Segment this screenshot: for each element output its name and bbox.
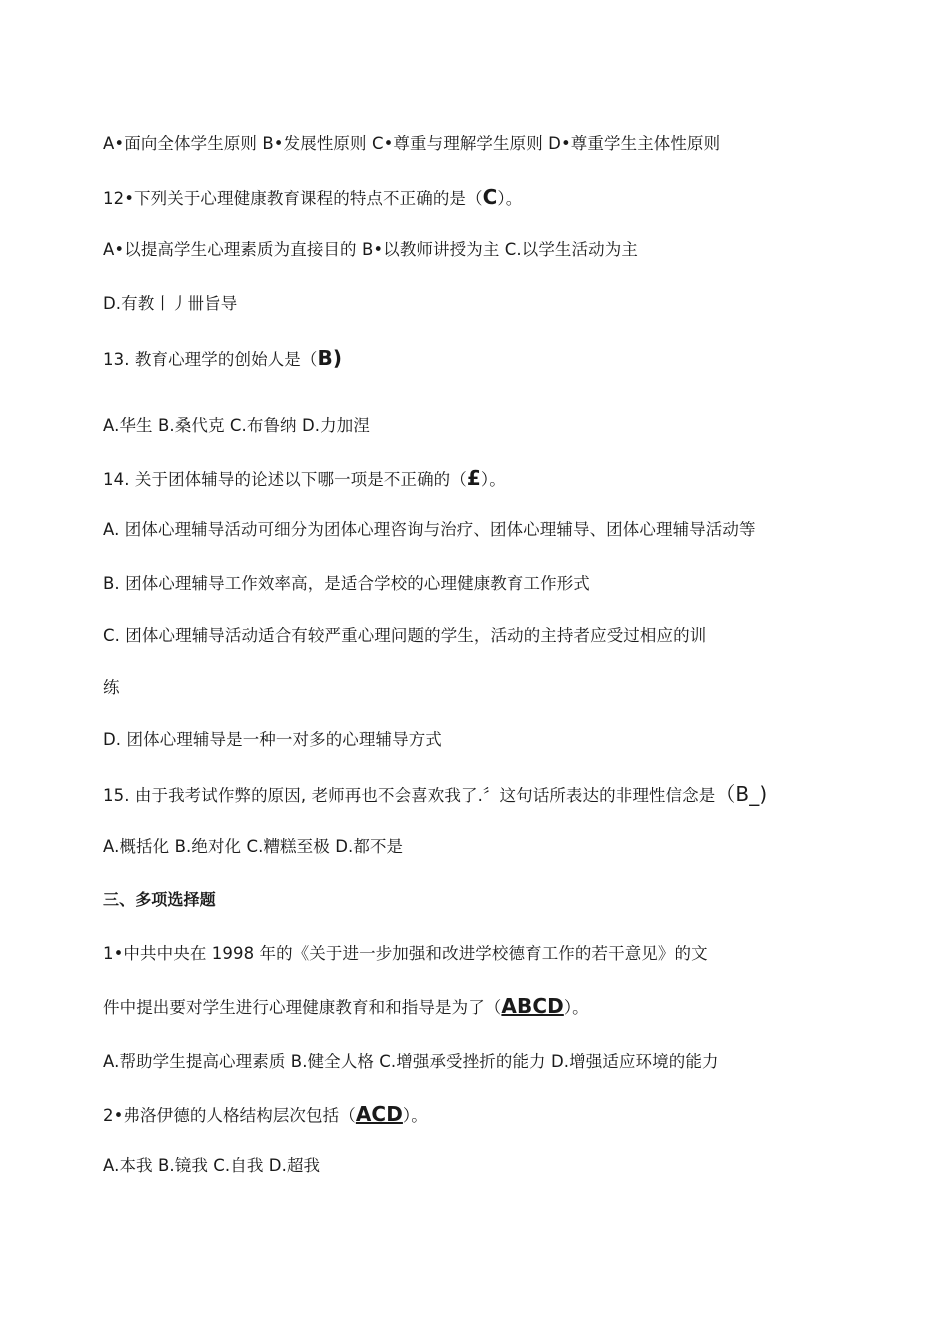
question-text: 15. 由于我考试作弊的原因, 老师再也不会喜欢我了.〞这句话所表达的非理性信念是 (103, 786, 716, 805)
question-text-end: ）。 (563, 998, 589, 1017)
m1-options (103, 1050, 719, 1074)
q13-options (103, 414, 370, 438)
m2-question (103, 1102, 428, 1128)
answer-mark: £ (466, 466, 481, 490)
q15-options (103, 835, 403, 859)
option-text: A.本我 B.镜我 C.自我 D.超我 (103, 1156, 321, 1175)
q14-question (103, 466, 506, 492)
q12-options-line2 (103, 292, 237, 316)
m1-question-line1 (103, 942, 708, 966)
q14-option-b (103, 572, 590, 596)
option-text: A.帮助学生提高心理素质 B.健全人格 C.增强承受挫折的能力 D.增强适应环境的能力 (103, 1052, 719, 1071)
option-text: C. 团体心理辅导活动适合有较严重心理问题的学生，活动的主持者应受过相应的训 (103, 626, 707, 645)
option-text: A•面向全体学生原则 B•发展性原则 C•尊重与理解学生原则 D•尊重学生主体性原则 (103, 134, 721, 153)
option-text: D.有教丨丿卌旨导 (103, 294, 238, 313)
option-text: A•以提高学生心理素质为直接目的 B•以教师讲授为主 C.以学生活动为主 (103, 240, 638, 259)
answer-mark: ACD (355, 1102, 403, 1126)
m2-options (103, 1154, 320, 1178)
question-text-end: ）。 (497, 189, 523, 208)
question-text: 13. 教育心理学的创始人是（ (103, 350, 318, 369)
question-text: 2•弗洛伊德的人格结构层次包括（ (103, 1106, 356, 1125)
section-title: 三、多项选择题 (103, 890, 216, 909)
option-text: 练 (103, 678, 120, 697)
q12-question (103, 185, 522, 211)
q14-option-c-line2 (103, 676, 120, 700)
q14-option-a (103, 518, 756, 542)
question-text-end: ）。 (480, 470, 506, 489)
section-heading (103, 888, 216, 912)
q11-options (103, 132, 720, 156)
option-text: B. 团体心理辅导工作效率高，是适合学校的心理健康教育工作形式 (103, 574, 590, 593)
option-text: D. 团体心理辅导是一种一对多的心理辅导方式 (103, 730, 442, 749)
question-text: 1•中共中央在 1998 年的《关于进一步加强和改进学校德育工作的若干意见》的文 (103, 944, 708, 963)
question-text-end: ）。 (402, 1106, 428, 1125)
q13-question (103, 346, 342, 372)
q14-option-d (103, 728, 442, 752)
option-text: A.华生 B.桑代克 C.布鲁纳 D.力加涅 (103, 416, 370, 435)
option-text: A.概括化 B.绝对化 C.糟糕至极 D.都不是 (103, 837, 404, 856)
m1-question-line2 (103, 994, 589, 1020)
question-text: 件中提出要对学生进行心理健康教育和和指导是为了（ (103, 998, 502, 1017)
answer-mark: C (482, 185, 498, 209)
answer-mark: （B_) (715, 782, 768, 806)
answer-mark: B) (317, 346, 343, 370)
q14-option-c-line1 (103, 624, 706, 648)
answer-mark: ABCD (501, 994, 564, 1018)
q12-options-line1 (103, 238, 638, 262)
option-text: A. 团体心理辅导活动可细分为团体心理咨询与治疗、团体心理辅导、团体心理辅导活动等 (103, 520, 756, 539)
question-text: 12•下列关于心理健康教育课程的特点不正确的是（ (103, 189, 483, 208)
q15-question (103, 782, 767, 808)
question-text: 14. 关于团体辅导的论述以下哪一项是不正确的（ (103, 470, 467, 489)
